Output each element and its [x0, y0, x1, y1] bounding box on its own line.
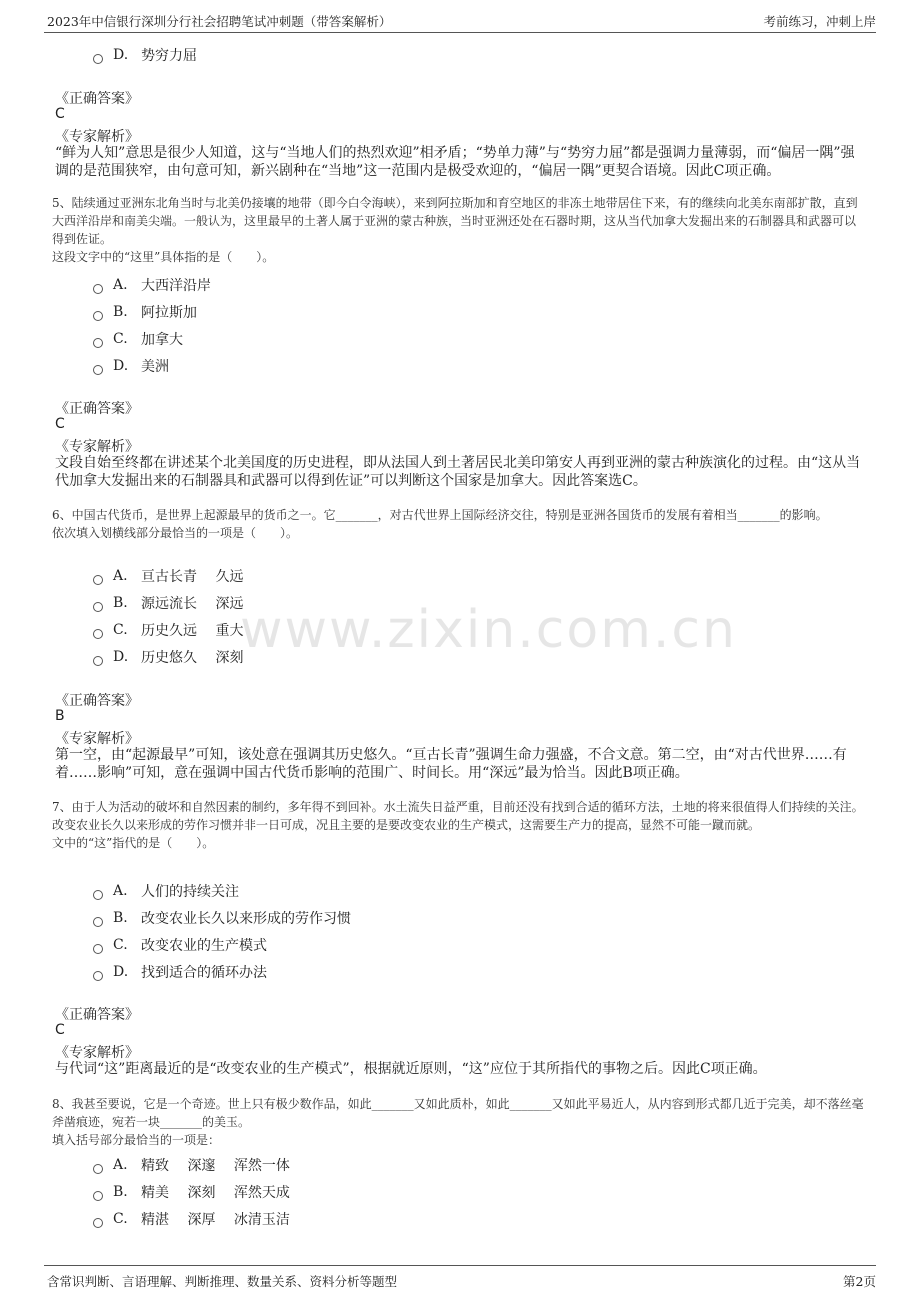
option-d[interactable]: D. 历史悠久 深刻: [93, 646, 243, 668]
option-b[interactable]: B. 精美 深刻 浑然天成: [93, 1181, 290, 1203]
option-a[interactable]: A. 大西洋沿岸: [93, 274, 211, 296]
question-stem: 5、陆续通过亚洲东北角当时与北美仍接壤的地带（即今白令海峡），来到阿拉斯加和育空地区的非冻土地带居住下来，有的继续向北美东南部扩散，直到大西洋沿岸和南美尖端。一般认为，这里最早的土著人属于亚洲的蒙古种族，当时亚洲还处在石器时期，这从当代加拿大发掘出来的石制器具和武器可以得到佐证。: [52, 196, 858, 246]
answer-value: C: [55, 416, 65, 432]
question-ask: 填入括号部分最恰当的一项是：: [52, 1133, 221, 1147]
option-d[interactable]: D. 势穷力屈: [93, 44, 197, 66]
page-header: [0, 0, 920, 36]
question-stem: 8、我甚至要说，它是一个奇迹。世上只有极少数作品，如此_______又如此质朴，如此_______又如此平易近人，从内容到形式都几近于完美，却不落丝毫斧凿痕迹，宛若一块_______的美玉。: [52, 1097, 864, 1129]
question-ask: 这段文字中的“这里”具体指的是（ ）。: [52, 250, 275, 264]
header-divider: [44, 32, 876, 33]
radio-icon[interactable]: [93, 656, 103, 666]
footer-divider: [44, 1265, 876, 1266]
analysis-label: 《专家解析》: [55, 439, 139, 455]
radio-icon[interactable]: [93, 311, 103, 321]
question-ask: 文中的“这”指代的是（ ）。: [52, 836, 215, 850]
option-a[interactable]: A. 精致 深邃 浑然一体: [93, 1154, 290, 1176]
document-title: 2023年中信银行深圳分行社会招聘笔试冲刺题（带答案解析）: [47, 14, 392, 29]
analysis-label: 《专家解析》: [55, 1045, 139, 1061]
radio-icon[interactable]: [93, 54, 103, 64]
answer-label: 《正确答案》: [55, 693, 139, 709]
analysis-text: 第一空，由“起源最早”可知，该处意在强调其历史悠久。“亘古长青”强调生命力强盛，不合文意。第二空，由“对古代世界……有着……影响”可知，意在强调中国古代货币影响的范围广、时间长。用“深远”最为恰当。因此B项正确。: [55, 747, 847, 781]
option-b[interactable]: B. 改变农业长久以来形成的劳作习惯: [93, 907, 351, 929]
header-slogan: 考前练习，冲刺上岸: [763, 14, 876, 29]
option-c[interactable]: C. 精湛 深厚 冰清玉洁: [93, 1208, 290, 1230]
radio-icon[interactable]: [93, 629, 103, 639]
option-b[interactable]: B. 阿拉斯加: [93, 301, 197, 323]
option-c[interactable]: C. 历史久远 重大: [93, 619, 243, 641]
radio-icon[interactable]: [93, 1164, 103, 1174]
radio-icon[interactable]: [93, 917, 103, 927]
answer-value: C: [55, 106, 65, 122]
question-stem: 6、中国古代货币，是世界上起源最早的货币之一。它_______，对古代世界上国际经济交往，特别是亚洲各国货币的发展有着相当_______的影响。: [52, 508, 828, 522]
question-6: [52, 506, 867, 542]
page-number: 第2页: [843, 1274, 876, 1289]
analysis-text: “鲜为人知”意思是很少人知道，这与“当地人们的热烈欢迎”相矛盾；“势单力薄”与“势穷力屈”都是强调力量薄弱，而“偏居一隅”强调的是范围狭窄，由句意可知，新兴剧种在“当地”这一范围内是极受欢迎的，“偏居一隅”更契合语境。因此C项正确。: [55, 145, 855, 179]
radio-icon[interactable]: [93, 971, 103, 981]
question-ask: 依次填入划横线部分最恰当的一项是（ ）。: [52, 526, 299, 540]
option-d[interactable]: D. 美洲: [93, 355, 169, 377]
question-5: [52, 194, 867, 266]
answer-label: 《正确答案》: [55, 401, 139, 417]
radio-icon[interactable]: [93, 284, 103, 294]
option-c[interactable]: C. 改变农业的生产模式: [93, 934, 267, 956]
footer-topics: 含常识判断、言语理解、判断推理、数量关系、资料分析等题型: [47, 1274, 398, 1289]
option-c[interactable]: C. 加拿大: [93, 328, 183, 350]
answer-value: B: [55, 708, 65, 724]
option-a[interactable]: A. 人们的持续关注: [93, 880, 239, 902]
analysis-label: 《专家解析》: [55, 731, 139, 747]
option-a[interactable]: A. 亘古长青 久远: [93, 565, 243, 587]
question-8: [52, 1095, 867, 1149]
radio-icon[interactable]: [93, 338, 103, 348]
analysis-text: 文段自始至终都在讲述某个北美国度的历史进程，即从法国人到土著居民北美印第安人再到亚洲的蒙古种族演化的过程。由“这从当代加拿大发掘出来的石制器具和武器可以得到佐证”可以判断这个国家是加拿大。因此答案选C。: [55, 455, 861, 489]
page-footer: [0, 1262, 920, 1302]
answer-label: 《正确答案》: [55, 91, 139, 107]
analysis-label: 《专家解析》: [55, 129, 139, 145]
option-d[interactable]: D. 找到适合的循环办法: [93, 961, 267, 983]
answer-value: C: [55, 1022, 65, 1038]
radio-icon[interactable]: [93, 365, 103, 375]
radio-icon[interactable]: [93, 944, 103, 954]
radio-icon[interactable]: [93, 602, 103, 612]
radio-icon[interactable]: [93, 1191, 103, 1201]
radio-icon[interactable]: [93, 575, 103, 585]
radio-icon[interactable]: [93, 1218, 103, 1228]
radio-icon[interactable]: [93, 890, 103, 900]
answer-label: 《正确答案》: [55, 1007, 139, 1023]
question-stem: 7、由于人为活动的破坏和自然因素的制约，多年得不到回补。水土流失日益严重，目前还没有找到合适的循环方法，土地的将来很值得人们持续的关注。改变农业长久以来形成的劳作习惯并非一日可成，况且主要的是要改变农业的生产模式，这需要生产力的提高，显然不可能一蹴而就。: [52, 800, 864, 832]
analysis-text: 与代词“这”距离最近的是“改变农业的生产模式”，根据就近原则，“这”应位于其所指代的事物之后。因此C项正确。: [55, 1061, 767, 1077]
option-b[interactable]: B. 源远流长 深远: [93, 592, 243, 614]
question-7: [52, 798, 867, 852]
watermark: www.zixin.com.cn: [240, 600, 737, 660]
